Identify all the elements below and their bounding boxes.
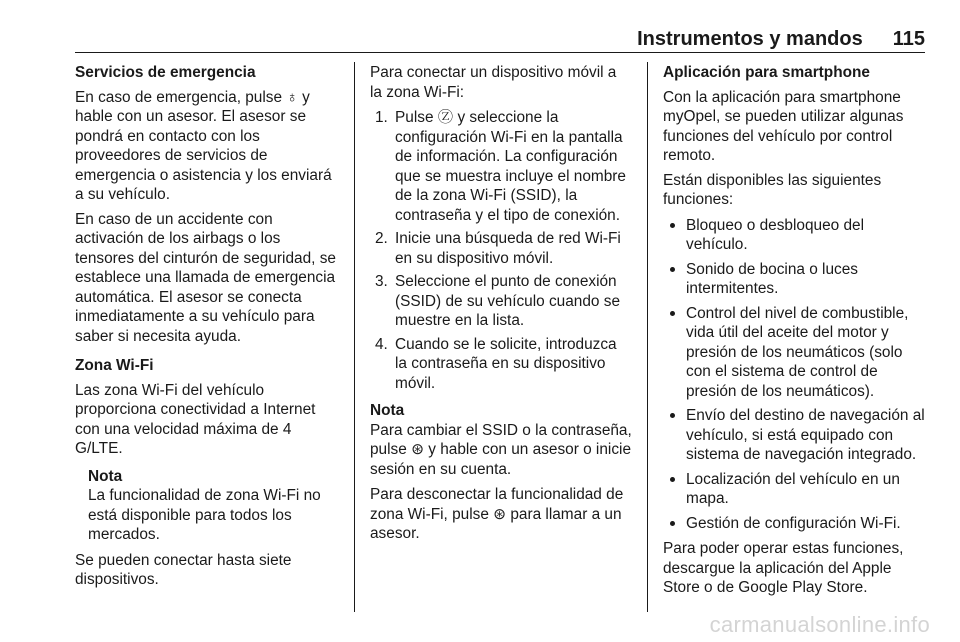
bullet-icon bbox=[670, 521, 675, 526]
bullet-text: Localización del vehículo en un mapa. bbox=[686, 470, 900, 507]
step-text: Seleccione el punto de conexión (SSID) de su vehículo cuando se muestre en la lista. bbox=[395, 273, 620, 329]
step-number: 1. bbox=[375, 109, 388, 126]
bullet-text: Gestión de configuración Wi-Fi. bbox=[686, 514, 901, 532]
bullet-text: Sonido de bocina o luces intermitentes. bbox=[686, 260, 858, 297]
list-item bbox=[663, 304, 925, 402]
list-item bbox=[663, 470, 925, 509]
list-item bbox=[663, 406, 925, 465]
step-text: Cuando se le solicite, introduzca la contraseña en su dispositivo móvil. bbox=[395, 335, 617, 392]
section-wifi bbox=[75, 356, 337, 590]
column-divider-right bbox=[647, 62, 648, 612]
bullet-text: Bloqueo o desbloqueo del vehículo. bbox=[686, 216, 864, 253]
bullet-icon bbox=[670, 311, 675, 316]
paragraph-app-1: Con la aplicación para smartphone myOpel, se pueden utilizar algunas funciones del vehículo por control remoto. bbox=[663, 88, 904, 164]
heading-wifi: Zona Wi-Fi bbox=[75, 357, 154, 374]
functions-list bbox=[663, 216, 925, 534]
paragraph-connect-intro: Para conectar un dispositivo móvil a la zona Wi-Fi: bbox=[370, 64, 617, 101]
paragraph-wifi-2: Se pueden conectar hasta siete dispositivos. bbox=[75, 551, 292, 588]
paragraph-wifi-1: Las zona Wi-Fi del vehículo proporciona conectividad a Internet con una velocidad máxima de 4 G/LTE. bbox=[75, 381, 316, 457]
column-2 bbox=[370, 63, 632, 549]
bullet-icon bbox=[670, 267, 675, 272]
list-item bbox=[663, 260, 925, 299]
list-item bbox=[663, 216, 925, 255]
paragraph-emergency-1: En caso de emergencia, pulse ♁ y hable con un asesor. El asesor se pondrá en contacto con los proveedores de servicios de emergencia o asistencia y los enviará a su vehículo. bbox=[75, 88, 332, 203]
step-number: 2. bbox=[375, 230, 388, 247]
steps-list bbox=[370, 108, 632, 393]
note-text: Para cambiar el SSID o la contraseña, pulse ⊛ y hable con un asesor o inicie sesión en su cuenta. bbox=[370, 421, 632, 478]
bullet-text: Envío del destino de navegación al vehículo, si está equipado con sistema de navegación integrado. bbox=[686, 407, 925, 463]
note-text: La funcionalidad de zona Wi-Fi no está disponible para todos los mercados. bbox=[88, 487, 321, 543]
note-label: Nota bbox=[370, 402, 405, 419]
note-label: Nota bbox=[88, 467, 123, 485]
page-title: Instrumentos y mandos bbox=[637, 28, 863, 50]
column-1 bbox=[75, 63, 337, 595]
heading-smartphone-app: Aplicación para smartphone bbox=[663, 64, 870, 81]
column-3 bbox=[663, 63, 925, 603]
header-rule bbox=[75, 52, 925, 53]
list-item bbox=[370, 335, 632, 394]
page-number: 115 bbox=[892, 28, 925, 50]
list-item bbox=[370, 229, 632, 268]
step-text: Inicie una búsqueda de red Wi-Fi en su dispositivo móvil. bbox=[395, 230, 621, 267]
bullet-text: Control del nivel de combustible, vida útil del aceite del motor y presión de los neumáticos (solo con el sistema de control de presión de los neumáticos). bbox=[686, 304, 909, 400]
list-item bbox=[370, 108, 632, 225]
bullet-icon bbox=[670, 223, 675, 228]
heading-emergency: Servicios de emergencia bbox=[75, 64, 256, 81]
paragraph-app-2: Están disponibles las siguientes funciones: bbox=[663, 171, 882, 208]
step-number: 3. bbox=[375, 273, 388, 290]
note-ssid bbox=[370, 401, 632, 479]
list-item bbox=[370, 272, 632, 331]
paragraph-emergency-2: En caso de un accidente con activación de los airbags o los tensores del cinturón de seguridad, se establece una llamada de emergencia automática. El asesor se conecta inmediatamente a su vehículo para saber si necesita ayuda. bbox=[75, 210, 336, 345]
note-wifi bbox=[88, 467, 337, 545]
paragraph-disconnect: Para desconectar la funcionalidad de zona Wi-Fi, pulse ⊛ para llamar a un asesor. bbox=[370, 486, 624, 542]
watermark: carmanualsonline.info bbox=[709, 612, 930, 637]
page-header bbox=[75, 27, 925, 51]
column-divider-left bbox=[354, 62, 355, 612]
bullet-icon bbox=[670, 413, 675, 418]
paragraph-app-3: Para poder operar estas funciones, descargue la aplicación del Apple Store o de Google Play Store. bbox=[663, 540, 904, 596]
step-number: 4. bbox=[375, 335, 388, 353]
step-text: Pulse Ⓩ y seleccione la configuración Wi-Fi en la pantalla de información. La configuración que se muestra incluye el nombre de la zona Wi-Fi (SSID), la contraseña y el tipo de conexión. bbox=[395, 109, 626, 224]
list-item bbox=[663, 514, 925, 534]
bullet-icon bbox=[670, 477, 675, 482]
